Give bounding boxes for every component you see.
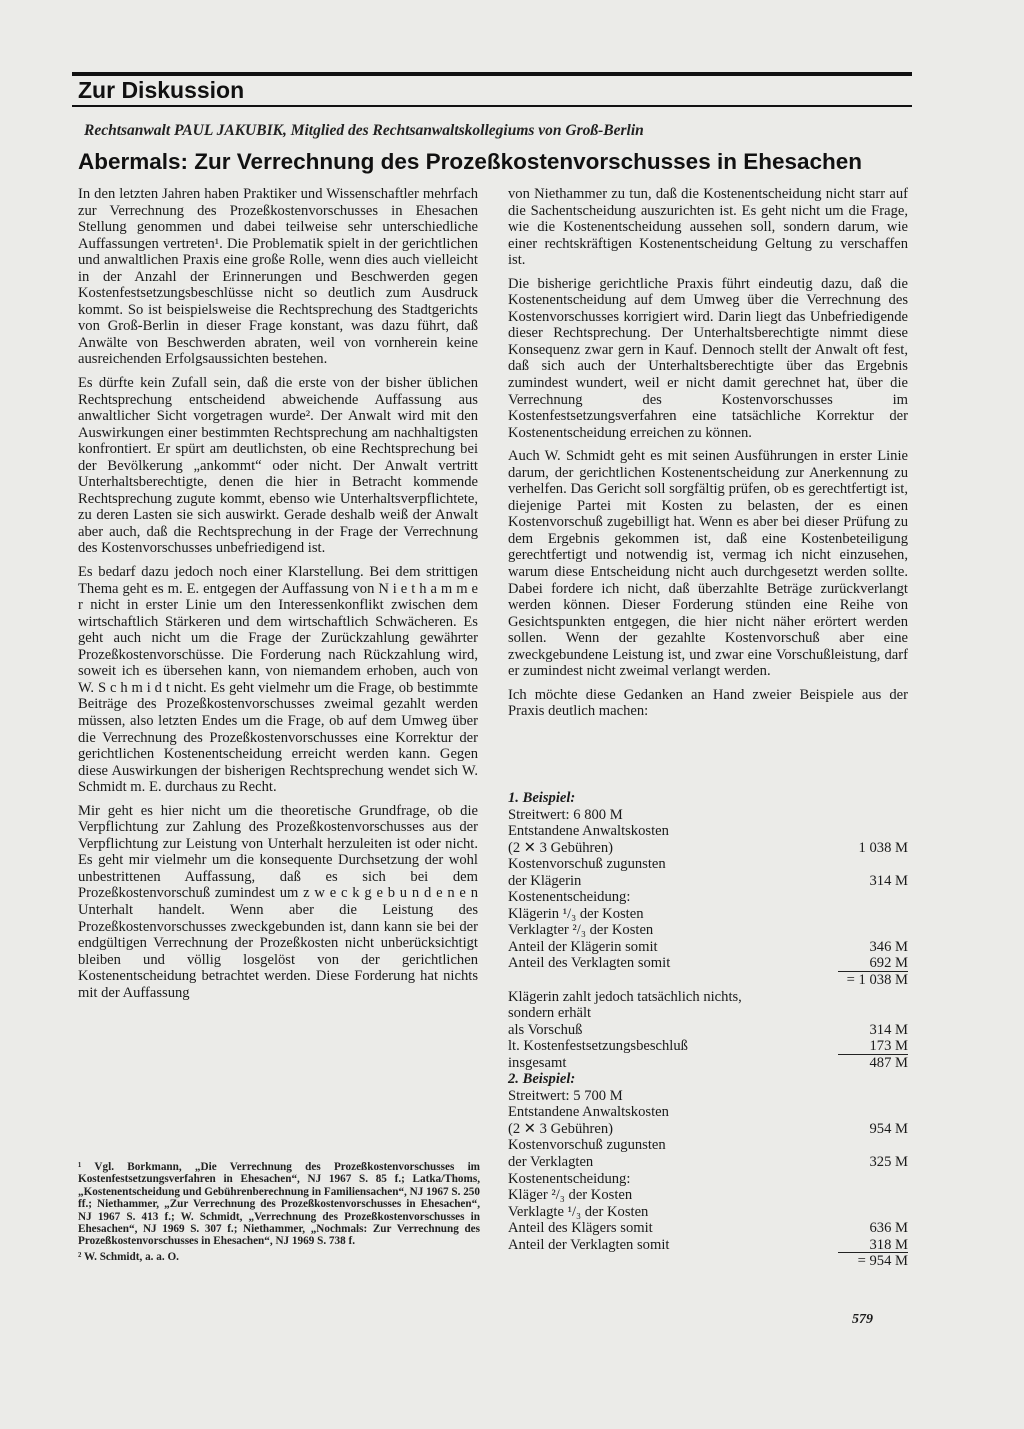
calculation-label: Verklagter ²/₃ der Kosten xyxy=(508,922,654,939)
calculation-row xyxy=(508,1005,908,1022)
calculation-amount xyxy=(838,1171,908,1188)
calculation-amount: 1 038 M xyxy=(858,839,908,856)
footnotes xyxy=(78,1161,480,1266)
paragraph: Mir geht es hier nicht um die theoretische Grundfrage, ob die Verpflichtung zur Zahlung des Prozeßkostenvorschusses aus der Verpflichtung zur Leistung von Unterhalt herzuleiten ist oder nicht. Es geht mir vielmehr um die konsequente Durchsetzung der wohl unbestrittenen Auffassung, daß es sich bei dem Prozeßkostenvorschuß zumindest um z w e c k g e b u n d e n e n Unterhalt handelt. Wenn aber die Leistung des Prozeßkostenvorschusses zweckgebunden ist, dann kann sie bei der endgültigen Verrechnung der Prozeßkosten nicht unberücksichtigt bleiben und völlig losgelöst von der gerichtlichen Kostenentscheidung betrachtet werden. Diese Forderung hat nichts mit der Auffassung xyxy=(78,802,478,1001)
calculation-row xyxy=(508,873,908,890)
page-number: 579 xyxy=(852,1312,873,1327)
calculation-label: Entstandene Anwaltskosten xyxy=(508,1104,669,1121)
calculation-amount xyxy=(838,823,908,840)
calculation-row xyxy=(508,1121,908,1138)
calculation-label: insgesamt xyxy=(508,1054,567,1071)
calculation-examples xyxy=(508,790,908,1270)
calculation-label: Entstandene Anwaltskosten xyxy=(508,823,669,840)
calculation-row xyxy=(508,1104,908,1121)
calculation-row xyxy=(508,955,908,972)
calculation-amount xyxy=(838,1104,908,1121)
calculation-label: (2 ✕ 3 Gebühren) xyxy=(508,1120,614,1137)
right-column xyxy=(508,186,908,786)
calculation-amount xyxy=(838,889,908,906)
example-heading: 1. Beispiel: xyxy=(508,790,576,806)
calculation-row xyxy=(508,823,908,840)
calculation-amount: 954 M xyxy=(869,1120,908,1137)
calculation-amount xyxy=(838,1204,908,1221)
footnote: ² W. Schmidt, a. a. O. xyxy=(78,1250,179,1263)
calculation-amount: 325 M xyxy=(869,1154,908,1171)
header-rule-bottom xyxy=(72,105,912,107)
author-line: Rechtsanwalt PAUL JAKUBIK, Mitglied des Rechtsanwaltskollegiums von Groß-Berlin xyxy=(84,122,644,139)
calculation-label: Kostenentscheidung: xyxy=(508,1170,631,1187)
calculation-label: Streitwert: 6 800 M xyxy=(508,806,623,823)
calculation-amount xyxy=(838,1088,908,1105)
paragraph: Auch W. Schmidt geht es mit seinen Ausführungen in erster Linie darum, der gerichtlichen Kostenentscheidung zur Anerkennung zu verhelfen. Das Gericht soll sorgfältig prüfen, ob es gerechtfertigt ist, diejenige Partei mit Kosten zu belasten, der es einen Kostenvorschuß zugebilligt hat. Wenn es aber bei dieser Prüfung zu dem Ergebnis gekommen ist, daß eine Kostenbeteiligung gerechtfertigt und notwendig ist, vermag ich nicht einzusehen, warum diese Entscheidung nicht auch durchgesetzt werden sollte. Dabei fordere ich nicht, daß überzahlte Beträge zurückverlangt werden können. Dieser Forderung stünden eine Reihe von Gesichtspunkten entgegen, die hier nicht näher erörtert werden sollen. Wenn der gezahlte Kostenvorschuß aber eine zweckgebundene Leistung ist, und zwar eine Vorschußleistung, darf er zumindest nicht zweimal verlangt werden. xyxy=(508,448,908,680)
paragraph: Es dürfte kein Zufall sein, daß die erste von der bisher üblichen Rechtsprechung entscheidend abweichende Auffassung aus anwaltlicher Sicht vorgetragen wurde². Der Anwalt wird mit den Auswirkungen einer bestimmten Rechtsprechung am nachhaltigsten konfrontiert. Er spürt am deutlichsten, ob eine Rechtsprechung bei der Bevölkerung „ankommt“ oder nicht. Der Anwalt vertritt Unterhaltsberechtigte, denen die hier in Betracht kommende Rechtsprechung zugute kommt, ebenso wie Unterhaltsverpflichtete, zu deren Lasten sie sich auswirkt. Gerade deshalb weiß der Anwalt aber auch, daß die Rechtsprechung in der Frage der Verrechnung des Kostenvorschusses unbefriedigend ist. xyxy=(78,375,478,557)
calculation-amount xyxy=(838,906,908,923)
calculation-row xyxy=(508,1171,908,1188)
calculation-amount: 636 M xyxy=(869,1220,908,1237)
calculation-amount xyxy=(838,807,908,824)
calculation-label: Kostenvorschuß zugunsten xyxy=(508,856,666,873)
calculation-row xyxy=(508,939,908,956)
calculation-row xyxy=(508,1055,908,1072)
calculation-row xyxy=(508,1237,908,1254)
calculation-amount: 346 M xyxy=(869,938,908,955)
calculation-amount: = 1 038 M xyxy=(846,972,908,989)
calculation-label: Kostenvorschuß zugunsten xyxy=(508,1137,666,1154)
paragraph: In den letzten Jahren haben Praktiker und Wissenschaftler mehrfach zur Verrechnung des Prozeßkostenvorschusses in Ehesachen Stellung genommen und dabei teilweise sehr unterschiedliche Auffassungen vertreten¹. Die Problematik spielt in der gerichtlichen und anwaltlichen Praxis eine große Rolle, wenn dies auch vielleicht in der Anzahl der Erinnerungen und Beschwerden gegen Kostenfestsetzungsbeschlüsse nicht so deutlich zum Ausdruck kommt. So ist beispielsweise die Rechtsprechung des Stadtgerichts von Groß-Berlin in dieser Frage konstant, was dazu führt, daß Anwälte von Beschwerden abraten, weil von vornherein keine ausreichenden Erfolgsaussichten bestehen. xyxy=(78,186,478,368)
calculation-label: Klägerin ¹/₃ der Kosten xyxy=(508,905,644,922)
calculation-amount: 314 M xyxy=(869,872,908,889)
calculation-row xyxy=(508,1204,908,1221)
calculation-amount: = 954 M xyxy=(857,1253,908,1270)
calculation-label: der Klägerin xyxy=(508,872,582,889)
calculation-row xyxy=(508,1187,908,1204)
calculation-amount xyxy=(838,856,908,873)
calculation-label: der Verklagten xyxy=(508,1154,594,1171)
calculation-row xyxy=(508,1137,908,1154)
calculation-label: (2 ✕ 3 Gebühren) xyxy=(508,839,614,856)
calculation-amount: 318 M xyxy=(838,1237,908,1254)
calculation-label: Kläger ²/₃ der Kosten xyxy=(508,1187,633,1204)
calculation-row xyxy=(508,1088,908,1105)
calculation-row xyxy=(508,1220,908,1237)
example-1-rows xyxy=(508,807,908,1072)
calculation-amount: 314 M xyxy=(869,1021,908,1038)
calculation-row xyxy=(508,906,908,923)
calculation-amount: 173 M xyxy=(838,1038,908,1055)
calculation-row xyxy=(508,989,908,1006)
calculation-amount xyxy=(838,922,908,939)
calculation-row xyxy=(508,889,908,906)
calculation-row xyxy=(508,840,908,857)
paragraph: Die bisherige gerichtliche Praxis führt eindeutig dazu, daß die Kostenentscheidung auf dem Umweg über die Verrechnung des Kostenvorschusses korrigiert wird. Darin liegt das Unbefriedigende dieser Rechtsprechung. Der Unterhaltsberechtigte nimmt diese Konsequenz zwar gern in Kauf. Dennoch stellt der Anwalt oft fest, daß sich auch der Unterhaltsberechtigte über das Ergebnis zumindest wundert, weil er nicht damit gerechnet hat, über die Verrechnung des Kostenvorschusses im Kostenfestsetzungsverfahren eine tatsächliche Korrektur der Kostenentscheidung erreichen zu können. xyxy=(508,275,908,441)
section-title: Zur Diskussion xyxy=(78,77,245,103)
calculation-label: Verklagte ¹/₃ der Kosten xyxy=(508,1203,649,1220)
calculation-amount: 692 M xyxy=(838,955,908,972)
calculation-row xyxy=(508,807,908,824)
calculation-row xyxy=(508,972,908,989)
calculation-amount xyxy=(838,1005,908,1022)
article-headline: Abermals: Zur Verrechnung des Prozeßkostenvorschusses in Ehesachen xyxy=(78,149,863,174)
calculation-label: Klägerin zahlt jedoch tatsächlich nichts, xyxy=(508,988,742,1005)
paragraph: Ich möchte diese Gedanken an Hand zweier Beispiele aus der Praxis deutlich machen: xyxy=(508,686,908,720)
calculation-row xyxy=(508,1154,908,1171)
footnote: ¹ Vgl. Borkmann, „Die Verrechnung des Prozeßkostenvorschusses im Kostenfestsetzungsverfahren in Ehesachen“, NJ 1967 S. 85 f.; Latka/Thoms, „Kostenentscheidung und Gebührenberechnung in Familiensachen“, NJ 1967 S. 250 ff.; Niethammer, „Zur Verrechnung des Prozeßkostenvorschusses in Ehesachen“, NJ 1967 S. 413 f.; W. Schmidt, „Verrechnung des Prozeßkostenvorschusses in Ehesachen“, NJ 1969 S. 307 f.; Niethammer, „Nochmals: Zur Verrechnung des Prozeßkostenvorschusses in Ehesachen“, NJ 1969 S. 738 f. xyxy=(78,1161,480,1248)
calculation-amount xyxy=(838,989,908,1006)
calculation-row xyxy=(508,856,908,873)
calculation-row xyxy=(508,922,908,939)
calculation-label: lt. Kostenfestsetzungsbeschluß xyxy=(508,1038,688,1055)
calculation-row xyxy=(508,1038,908,1055)
calculation-label: Anteil des Verklagten somit xyxy=(508,955,671,972)
calculation-label: Anteil der Klägerin somit xyxy=(508,938,658,955)
calculation-row xyxy=(508,1022,908,1039)
calculation-row xyxy=(508,1253,908,1270)
calculation-amount xyxy=(838,1187,908,1204)
left-column xyxy=(78,186,478,1146)
calculation-label: Streitwert: 5 700 M xyxy=(508,1087,623,1104)
calculation-label: sondern erhält xyxy=(508,1005,592,1022)
paragraph: von Niethammer zu tun, daß die Kostenentscheidung nicht starr auf die Sachentscheidung auszurichten ist. Es geht nicht um die Frage, wie die Kostenentscheidung aussehen soll, sondern darum, wie einer rechtskräftigen Kostenentscheidung Geltung zu verschaffen ist. xyxy=(508,186,908,269)
calculation-amount: 487 M xyxy=(869,1054,908,1071)
example-2-rows xyxy=(508,1088,908,1270)
example-heading: 2. Beispiel: xyxy=(508,1071,576,1088)
calculation-amount xyxy=(838,1137,908,1154)
paragraph: Es bedarf dazu jedoch noch einer Klarstellung. Bei dem strittigen Thema geht es m. E. entgegen der Auffassung von N i e t h a m m e r nicht in erster Linie um den Interessenkonflikt zwischen dem wirtschaftlich Stärkeren und dem wirtschaftlich Schwächeren. Es geht auch nicht um die Frage der Zurückzahlung gewährter Prozeßkostenvorschüsse. Die Forderung nach Rückzahlung wird, soweit ich es übersehen kann, von niemandem erhoben, auch von W. S c h m i d t nicht. Es geht vielmehr um die Frage, ob bestimmte Beiträge des Prozeßkostenvorschusses zweimal gezahlt werden müssen, also letzten Endes um die Frage, ob auf dem Umweg über die Verrechnung des Prozeßkostenvorschusses eine Korrektur der gerichtlichen Kostenentscheidung erreicht werden kann. Gegen diese Auswirkungen der bisherigen Rechtsprechung wendet sich W. Schmidt m. E. durchaus zu Recht. xyxy=(78,564,478,796)
calculation-label: als Vorschuß xyxy=(508,1021,583,1038)
calculation-label: Kostenentscheidung: xyxy=(508,889,631,906)
calculation-label: Anteil der Verklagten somit xyxy=(508,1236,670,1253)
calculation-label: Anteil des Klägers somit xyxy=(508,1220,653,1237)
